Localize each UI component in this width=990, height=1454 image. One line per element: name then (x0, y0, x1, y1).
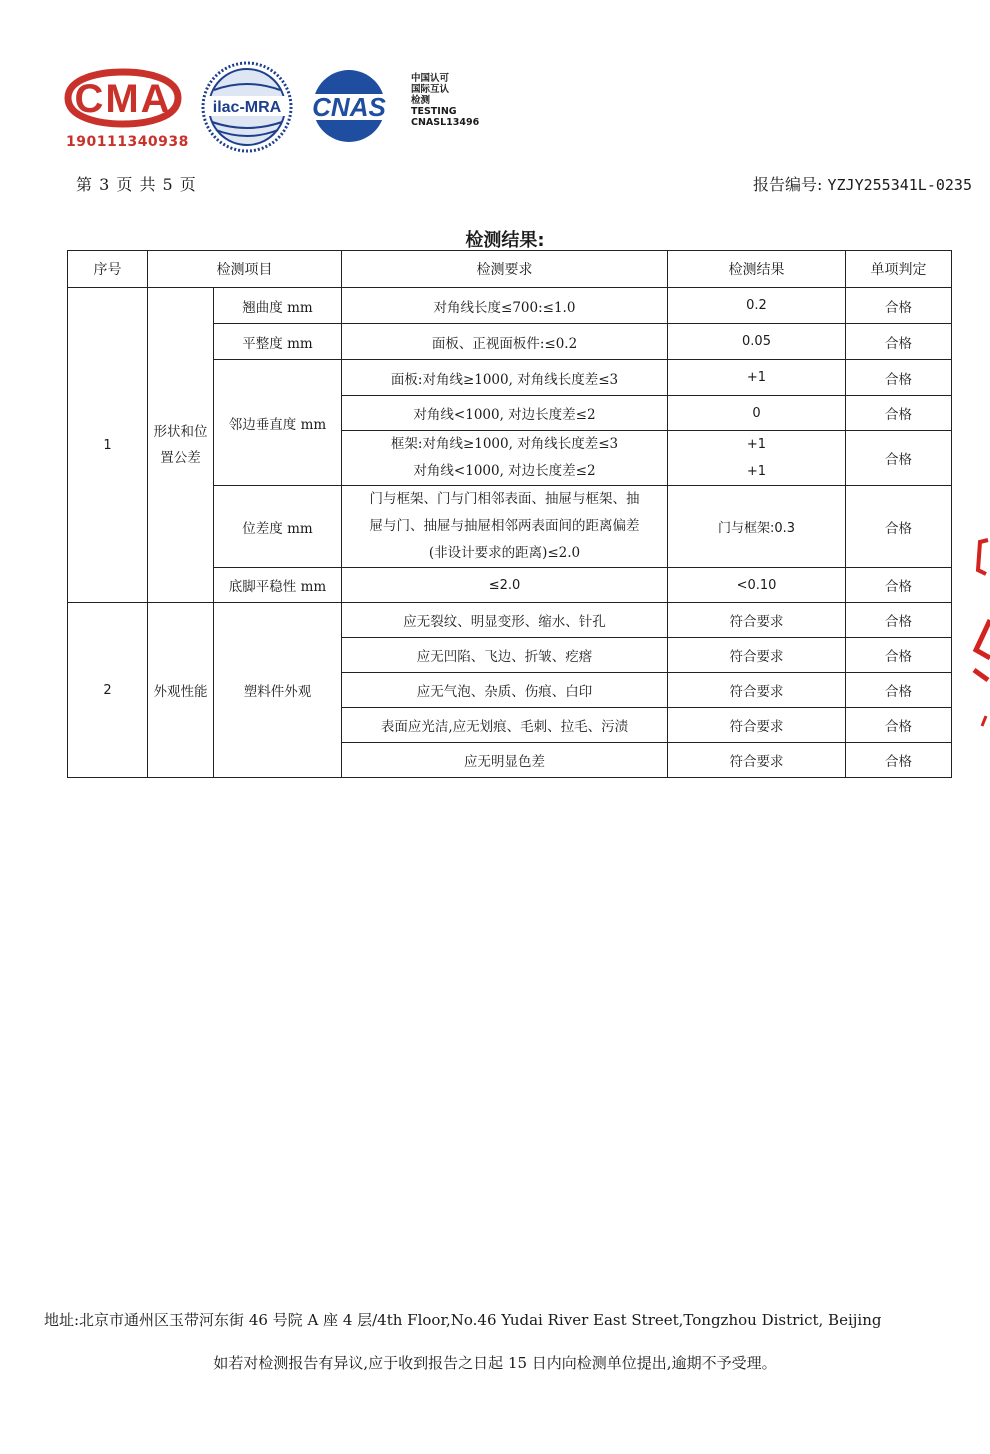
cnas-accreditation-text (411, 73, 479, 128)
requirement (342, 431, 668, 486)
result: 门与框架:0.3 (668, 486, 846, 568)
verdict: 合格 (846, 396, 952, 431)
report-number-value: YZJY255341L-0235 (827, 176, 972, 194)
table-row (68, 288, 952, 324)
header-item: 检测项目 (148, 251, 342, 288)
requirement: 对角线<1000, 对边长度差≤2 (342, 396, 668, 431)
svg-text:CMA: CMA (74, 77, 172, 121)
verdict: 合格 (846, 603, 952, 638)
requirement: 应无裂纹、明显变形、缩水、针孔 (342, 603, 668, 638)
report-number (753, 172, 972, 195)
table-header-row (68, 251, 952, 288)
result: 符合要求 (668, 743, 846, 778)
table-row (68, 603, 952, 638)
verdict: 合格 (846, 673, 952, 708)
result: 0 (668, 396, 846, 431)
requirement: 应无凹陷、飞边、折皱、疙瘩 (342, 638, 668, 673)
result: 0.2 (668, 288, 846, 324)
item-name: 翘曲度 mm (214, 288, 342, 324)
ilac-mra-logo (200, 60, 294, 154)
cma-logo (60, 66, 186, 130)
group-category: 外观性能 (148, 603, 214, 778)
requirement: 对角线长度≤700:≤1.0 (342, 288, 668, 324)
result: +1 (668, 360, 846, 396)
cnas-text-line: CNASL13496 (411, 117, 480, 128)
cma-number: 190111340938 (66, 134, 189, 150)
verdict: 合格 (846, 431, 952, 486)
header-result: 检测结果 (668, 251, 846, 288)
stamp-fragment (968, 530, 990, 730)
requirement: 门与框架、门与门相邻表面、抽屉与框架、抽屉与门、抽屉与抽屉相邻两表面间的距离偏差(非设计要求的距离)≤2.0 (342, 486, 668, 568)
page-info: 第 3 页 共 5 页 (76, 175, 197, 194)
verdict: 合格 (846, 743, 952, 778)
group-number: 1 (68, 288, 148, 603)
footer-note: 如若对检测报告有异议,应于收到报告之日起 15 日内向检测单位提出,逾期不予受理。 (213, 1354, 777, 1372)
footer-address: 地址:北京市通州区玉带河东街 46 号院 A 座 4 层/4th Floor,No.46 Yudai River East Street,Tongzhou District, Beijing (44, 1311, 882, 1329)
header-seq: 序号 (68, 251, 148, 288)
cnas-text-line: 中国认可 (411, 73, 450, 84)
verdict: 合格 (846, 360, 952, 396)
report-number-label: 报告编号: (753, 175, 823, 194)
result-line: +1 (746, 437, 767, 452)
result: 符合要求 (668, 673, 846, 708)
verdict: 合格 (846, 638, 952, 673)
header-requirement: 检测要求 (342, 251, 668, 288)
group-category: 形状和位置公差 (148, 288, 214, 603)
cnas-logo (300, 68, 398, 144)
result (668, 431, 846, 486)
results-table (67, 250, 952, 778)
verdict: 合格 (846, 708, 952, 743)
header-verdict: 单项判定 (846, 251, 952, 288)
requirement-line: 框架:对角线≥1000, 对角线长度差≤3 (390, 436, 619, 452)
requirement: ≤2.0 (342, 568, 668, 603)
verdict: 合格 (846, 324, 952, 360)
result: 0.05 (668, 324, 846, 360)
table-title: 检测结果: (465, 230, 545, 251)
verdict: 合格 (846, 288, 952, 324)
requirement: 表面应光洁,应无划痕、毛刺、拉毛、污渍 (342, 708, 668, 743)
result: 符合要求 (668, 603, 846, 638)
group-number: 2 (68, 603, 148, 778)
cnas-text-line: 检测 (411, 95, 431, 106)
requirement: 应无气泡、杂质、伤痕、白印 (342, 673, 668, 708)
requirement: 面板:对角线≥1000, 对角线长度差≤3 (342, 360, 668, 396)
requirement: 面板、正视面板件:≤0.2 (342, 324, 668, 360)
verdict: 合格 (846, 568, 952, 603)
cnas-text-line: TESTING (411, 106, 457, 117)
requirement-line: 对角线<1000, 对边长度差≤2 (413, 463, 596, 479)
item-name: 邻边垂直度 mm (214, 360, 342, 486)
item-name: 平整度 mm (214, 324, 342, 360)
result: 符合要求 (668, 708, 846, 743)
svg-text:ilac-MRA: ilac-MRA (212, 99, 282, 116)
verdict: 合格 (846, 486, 952, 568)
item-name: 底脚平稳性 mm (214, 568, 342, 603)
result: 符合要求 (668, 638, 846, 673)
item-name: 位差度 mm (214, 486, 342, 568)
item-name: 塑料件外观 (214, 603, 342, 778)
requirement: 应无明显色差 (342, 743, 668, 778)
result: <0.10 (668, 568, 846, 603)
svg-text:CNAS: CNAS (312, 92, 386, 122)
cnas-text-line: 国际互认 (411, 84, 450, 95)
result-line: +1 (746, 464, 767, 479)
